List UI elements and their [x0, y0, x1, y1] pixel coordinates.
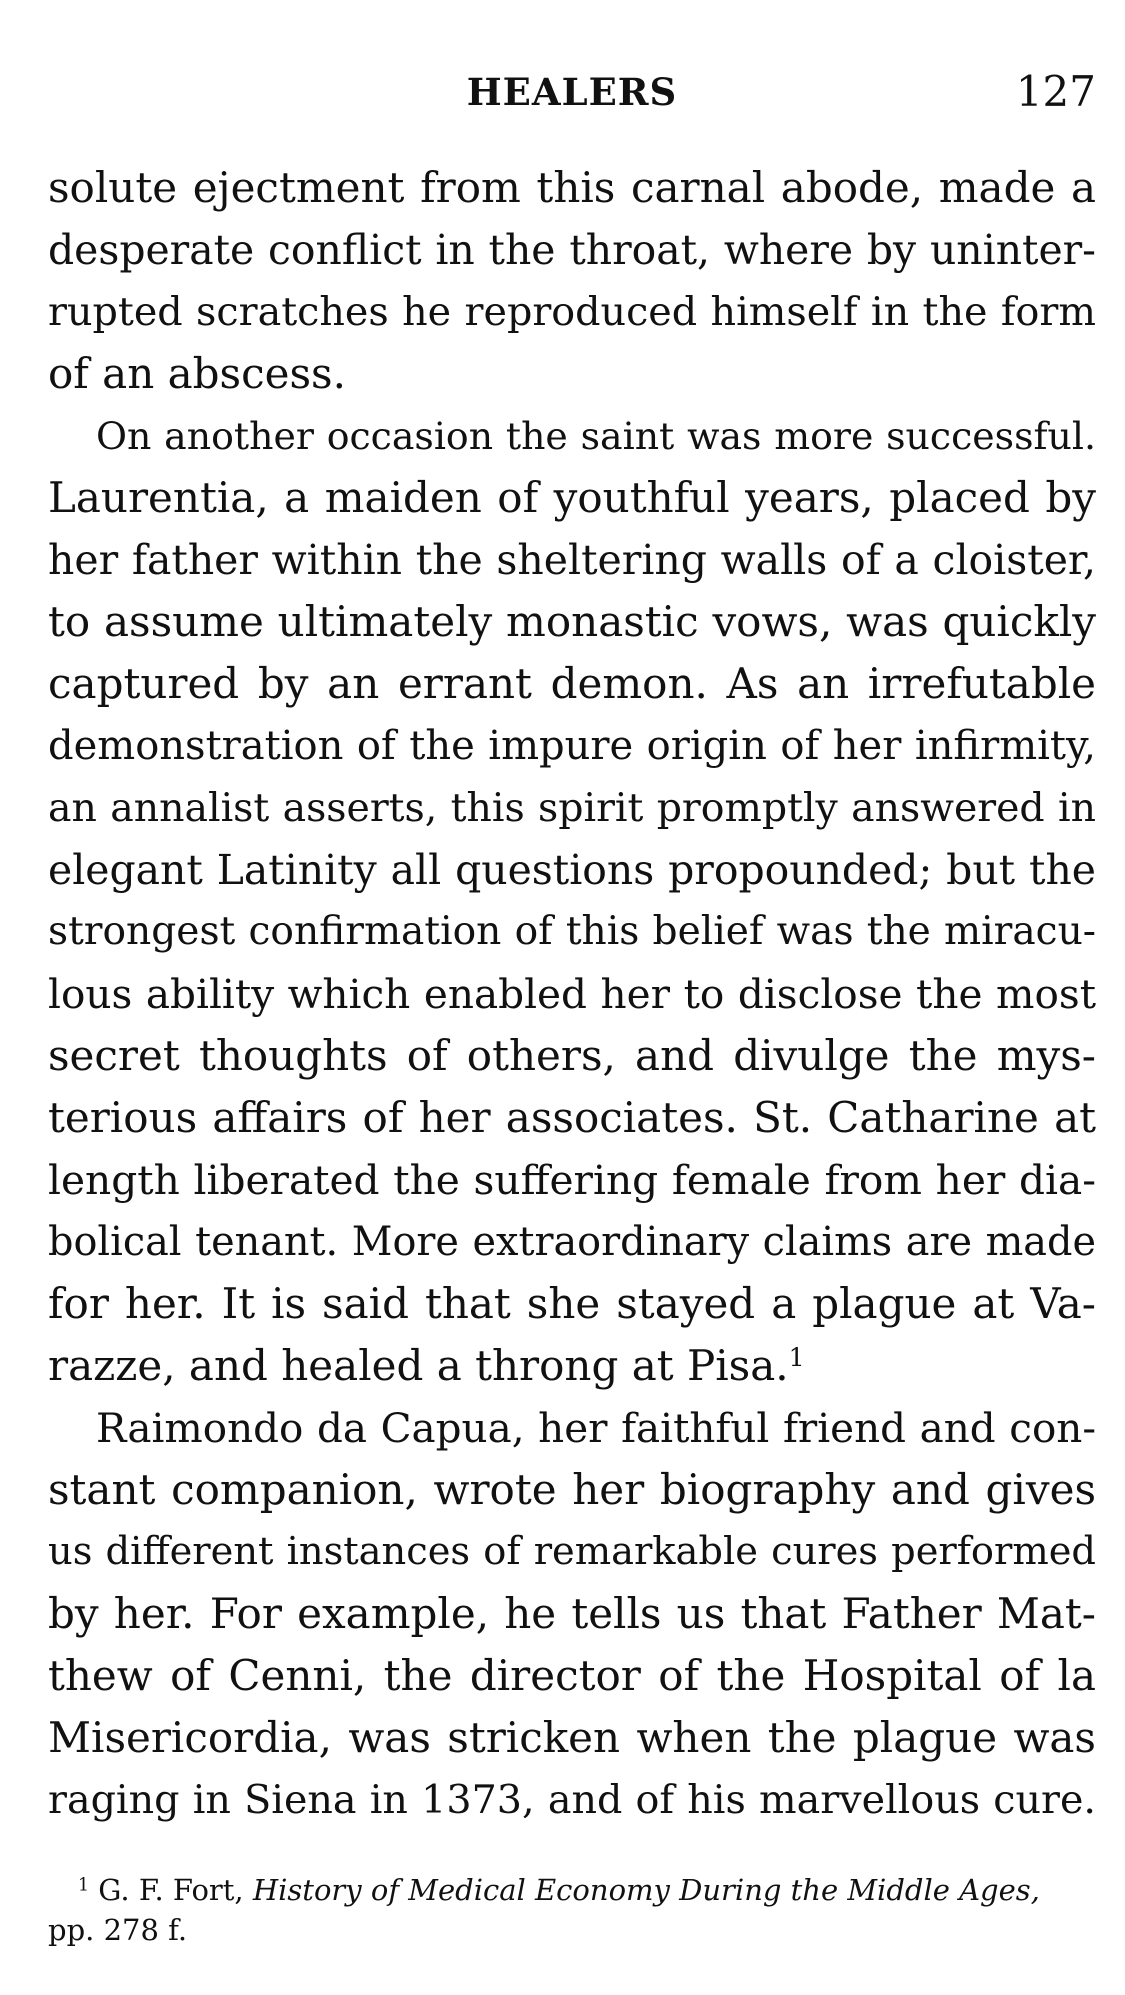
footnote-line [48, 1870, 1096, 1910]
text-line-content: razze, and healed a throng at Pisa. [48, 1341, 789, 1390]
text-line: rupted scratches he reproduced himself in the form [48, 289, 1096, 335]
text-line: length liberated the suffering female from her dia- [48, 1156, 1096, 1204]
text-line: Raimondo da Capua, her faithful friend and con- [96, 1404, 1096, 1452]
text-line: elegant Latinity all questions propounded; but the [48, 846, 1096, 894]
text-line: to assume ultimately monastic vows, was quickly [48, 597, 1096, 646]
body-text [48, 157, 1096, 1831]
text-line: us different instances of remarkable cures performed [48, 1529, 1096, 1574]
page-number: 127 [1015, 67, 1096, 116]
text-line: an annalist asserts, this spirit promptly answered in [48, 785, 1096, 831]
running-title: HEALERS [466, 70, 678, 114]
text-line: raging in Siena in 1373, and of his marvellous cure. [48, 1777, 1096, 1823]
text-line: desperate conflict in the throat, where by uninter- [48, 226, 1096, 274]
text-line: bolical tenant. More extraordinary claims are made [48, 1219, 1096, 1265]
text-line: her father within the sheltering walls of a cloister, [48, 536, 1096, 584]
paragraph-3 [48, 1397, 1096, 1831]
text-line: terious affairs of her associates. St. Catharine at [48, 1093, 1096, 1142]
paragraph-1 [48, 157, 1096, 405]
text-line: solute ejectment from this carnal abode, made a [48, 163, 1096, 212]
text-line-with-footnote-ref [48, 1335, 1096, 1397]
footnote-pages: pp. 278 f. [48, 1913, 188, 1947]
text-line: Laurentia, a maiden of youthful years, placed by [48, 473, 1096, 522]
footnote-author: G. F. Fort, [98, 1873, 244, 1907]
text-line: demonstration of the impure origin of her infirmity, [48, 723, 1096, 769]
footnote [48, 1870, 1096, 1950]
text-line: Misericordia, was stricken when the plague was [48, 1713, 1096, 1762]
text-line: On another occasion the saint was more successful. [96, 414, 1096, 458]
paragraph-2 [48, 405, 1096, 1397]
text-line: captured by an errant demon. As an irrefutable [48, 659, 1096, 708]
text-line: thew of Cenni, the director of the Hospital of la [48, 1651, 1096, 1700]
text-line: strongest confirmation of this belief was the miracu- [48, 909, 1096, 954]
text-line: of an abscess. [48, 349, 346, 398]
running-head [48, 62, 1096, 122]
text-line: stant companion, wrote her biography and gives [48, 1465, 1096, 1514]
text-line: by her. For example, he tells us that Father Mat- [48, 1589, 1096, 1638]
text-line: secret thoughts of others, and divulge the mys- [48, 1031, 1096, 1080]
footnote-title: History of Medical Economy During the Middle Ages, [252, 1873, 1040, 1907]
footnote-marker: 1 [78, 1875, 90, 1896]
text-line: for her. It is said that she stayed a plague at Va- [48, 1279, 1096, 1328]
footnote-reference[interactable]: 1 [788, 1343, 805, 1373]
text-line: lous ability which enabled her to disclose the most [48, 970, 1096, 1018]
